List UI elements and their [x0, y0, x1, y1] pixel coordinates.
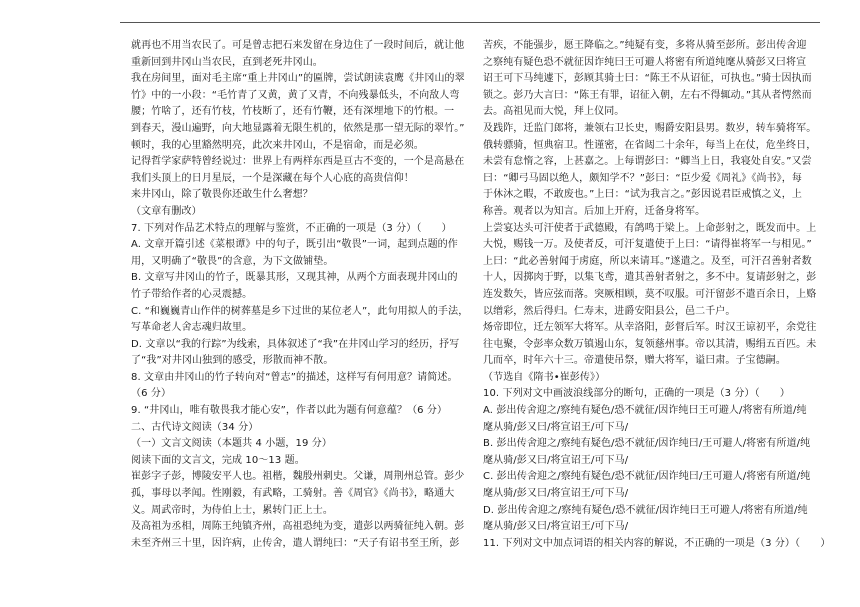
text-line: 麾从骑/彭又曰/将宣诏王/可下马/	[483, 421, 629, 433]
text-line: 之察纯有疑色恐不就征因诈纯曰王可避人将密有所道纯麾从骑彭又曰将宣	[483, 56, 807, 68]
text-line: 上尝宴达头可汗使者于武德殿，有鸽鸣于梁上。上命彭射之，既发而中。上	[483, 222, 817, 234]
text-line: D. 彭出传舍迎之/察纯有疑色/恐不就征/因诈纯曰王可避人/将密有所道/纯	[483, 504, 808, 516]
text-line: 我们头顶上的日月星辰，一个是深藏在每个人心底的高贵信仰！	[131, 172, 414, 184]
text-line: 称善。观者以为知言。后加上开府，迁备身将军。	[483, 205, 706, 217]
text-line: 以缯彩，然后得归。仁寿末，进爵安阳县公，邑二千户。	[483, 305, 736, 317]
text-line: 7. 下列对作品艺术特点的理解与鉴赏，不正确的一项是（3 分）（ ）	[131, 222, 452, 234]
text-line: 顿时，我的心里豁然明亮，此次来井冈山，不是宿命，而是必须。	[131, 139, 424, 151]
text-line: 重新回到井冈山当农民，直到老死井冈山。	[131, 56, 323, 68]
text-line: 二、古代诗文阅读（34 分）	[131, 421, 259, 433]
text-line: 竹》中的一小段：“毛竹青了又黄，黄了又青，不向残暴低头，不向敌人弯	[131, 89, 460, 101]
text-line: （文章有删改）	[131, 205, 202, 217]
text-line: 苦疾，不能强步，愿王降临之。”纯疑有变，多将从骑至彭所。彭出传舍迎	[483, 40, 807, 51]
text-line: 孤，事母以孝闻。性刚毅，有武略，工骑射。善《周官》《尚书》，略通大	[131, 488, 455, 500]
text-line: 未尝有怠惰之容，上甚嘉之。上每谓彭曰：“卿当上日，我寝处自安。”又尝	[483, 156, 812, 168]
text-line: A. 彭出传舍迎之/察纯有疑色/恐不就征/因诈纯曰王可避人/将密有所道/纯	[483, 405, 807, 417]
text-line: 连发数矢，皆应弦而落。突厥相顾，莫不叹服。可汗留彭不遣百余日，上赂	[483, 288, 817, 300]
text-line: 往屯聚，令彭率众数万镇遏山东，复领慈州事。帝以其清，赐绢五百匹。未	[483, 338, 817, 350]
text-line: 麾从骑/彭又曰/将宣诏王/可下马/	[483, 488, 629, 500]
right-column	[483, 38, 831, 552]
text-line: 阅读下面的文言文，完成 10～13 题。	[131, 454, 305, 466]
text-line: 腰；竹啥了，还有竹枝，竹枝断了，还有竹鞭，还有深埋地下的竹根。一	[131, 106, 455, 118]
text-line: 俄转骠骑，恒典宿卫。性谨密，在省闼二十余年，每当上在仗，危坐终日，	[483, 139, 817, 151]
text-line: 炀帝即位，迁左领军大将军。从幸洛阳，彭督后军。时汉王谅初平，余党往	[483, 322, 817, 334]
text-line: 崔彭字子彭，博陵安平人也。祖楷，魏殷州刺史。父谦，周荆州总管。彭少	[131, 471, 465, 483]
text-line: 写革命老人舍志魂归故里。	[131, 322, 253, 334]
text-line: 去。高祖见而大悦，拜上仪同。	[483, 106, 625, 118]
text-line: 锁之。彭乃大言曰：“陈王有罪，诏征入朝，左右不得辄动。”其从者愕然而	[483, 89, 812, 101]
text-line: 曰：“卿弓马固以绝人，颇知学不？”彭曰：“臣少爱《周礼》《尚书》，每	[483, 172, 802, 184]
text-line: （节选自《隋书•崔彭传》）	[483, 371, 606, 383]
text-line: 麾从骑/彭又曰/将宣诏王/可下马/	[483, 454, 629, 466]
left-column	[131, 38, 469, 552]
text-line: 义。周武帝时，为侍伯上士，累转门正上士。	[131, 504, 333, 516]
text-line: 就再也不用当农民了。可是曾志把石来发留在身边住了一段时间后，就让他	[131, 40, 465, 51]
text-line: 于休沐之暇，不敢废也。”上曰：“试为我言之。”彭因说君臣戒慎之义，上	[483, 189, 802, 201]
text-line: 到春天，漫山遍野，向大地显露着无限生机的，依然是那一望无际的翠竹。”	[131, 122, 465, 134]
text-line: 了“我”对井冈山独到的感受，形散而神不散。	[131, 355, 334, 367]
text-line: 9. “井冈山，唯有敬畏我才能心安”，作者以此为题有何意蕴？（6 分）	[131, 405, 448, 417]
text-line: 8. 文章由井冈山的竹子转向对“曾志”的描述，这样写有何用意？请简述。	[131, 371, 458, 383]
text-line: A. 文章开篇引述《菜根谭》中的句子，既引出“敬畏”一词，起到点题的作	[131, 239, 458, 251]
text-line: C. 彭出传舍迎之/察纯有疑色/恐不就征/因诈纯曰/王可避人/将密有所道/纯	[483, 471, 811, 483]
text-line: 麾从骑/彭又曰/将宣诏王/可下马/	[483, 521, 629, 533]
header-rule	[120, 22, 820, 23]
text-line: 记得哲学家萨特曾经说过：世界上有两样东西是亘古不变的，一个是高悬在	[131, 156, 465, 168]
text-line: 用，又明确了“敬畏”的含意，为下文做铺垫。	[131, 255, 334, 267]
text-line: 上曰：“此必善射闻于虏庭，所以来请耳。”遂遣之。及至，可汗召善射者数	[483, 255, 812, 267]
text-line: 诏王可下马纯遽下，彭顾其骑士曰：“陈王不从诏征，可执也。”骑士因执而	[483, 73, 812, 85]
text-line: 十人，因掷肉于野，以集飞鸢，遣其善射者射之，多不中。复请彭射之，彭	[483, 272, 817, 284]
text-line: C. “和巍巍青山作伴的树葬墓是乡下过世的某位老人”，此句用拟人的手法，	[131, 305, 469, 317]
text-line: 及践阼，迁监门郎将，兼领右卫长史，赐爵安阳县男。数岁，转车骑将军。	[483, 122, 817, 134]
text-line: 及高祖为丞相，周陈王纯镇齐州，高祖恐纯为变，遣彭以两骑征纯入朝。彭	[131, 521, 465, 533]
text-line: 我在房间里，面对毛主席“重上井冈山”的匾牌，尝试朗读袁鹰《井冈山的翠	[131, 73, 465, 85]
text-line: 大悦，赐钱一万。及使者反，可汗复遣使于上曰：“请得崔将军一与相见。”	[483, 239, 812, 251]
text-line: （6 分）	[131, 388, 172, 400]
text-line: B. 彭出传舍迎之/察纯有疑色/恐不就征/因诈纯曰/王可避人/将密有所道/纯	[483, 438, 811, 450]
text-line: 竹子带给作者的心灵震撼。	[131, 288, 253, 300]
text-line: 几而卒，时年六十三。帝遣使吊祭，赠大将军，谥曰肃。子宝德嗣。	[483, 355, 786, 367]
text-line: D. 文章以“我的行踪”为线索，具体叙述了“我”在井冈山学习的经历，抒写	[131, 338, 460, 350]
text-line: 来井冈山，除了敬畏你还敢生什么奢想？	[131, 189, 313, 201]
text-line: （一）文言文阅读（本题共 4 小题，19 分）	[131, 438, 332, 450]
text-line: 11. 下列对文中加点词语的相关内容的解说，不正确的一项是（3 分）（ ）	[483, 537, 831, 549]
text-line: B. 文章写井冈山的竹子，既暴其形，又现其神，从两个方面表现井冈山的	[131, 272, 458, 284]
text-line: 10. 下列对文中画波浪线部分的断句，正确的一项是（3 分）（ ）	[483, 388, 791, 400]
text-line: 未至齐州三十里，因许病，止传舍，遣人谓纯曰：“天子有诏书至王所，彭	[131, 537, 460, 549]
